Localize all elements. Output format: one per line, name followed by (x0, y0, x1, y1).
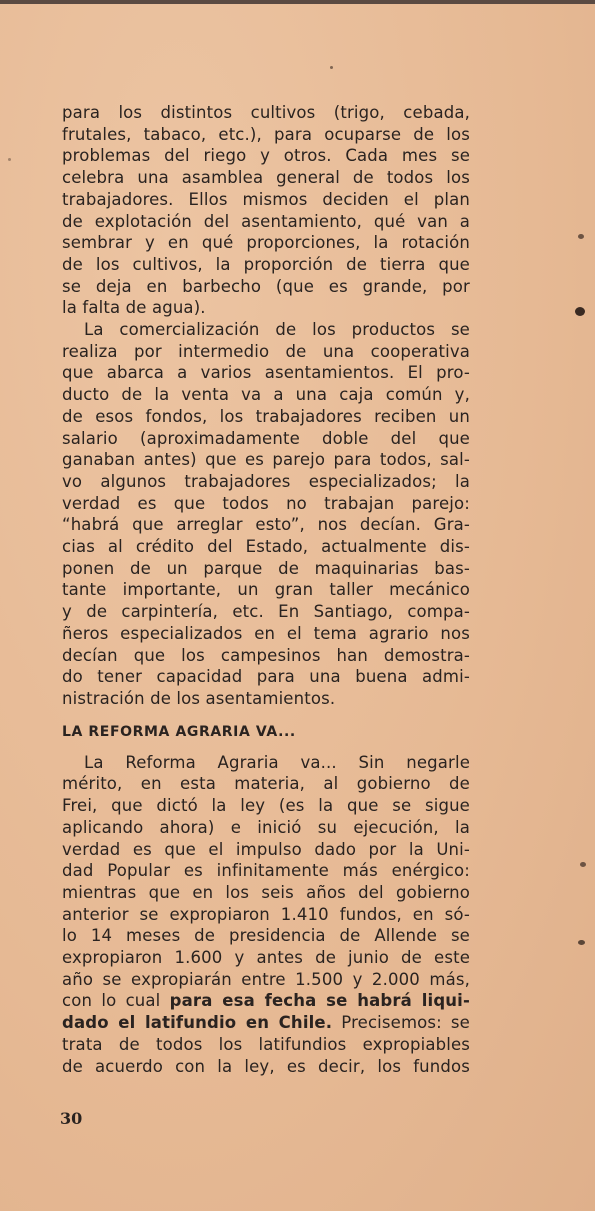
text-line: trata de todos los latifundios expropiables (62, 1034, 470, 1054)
text-line: celebra una asamblea general de todos los (62, 168, 470, 188)
text-line: anterior se expropiaron 1.410 fundos, en só- (62, 904, 470, 924)
text-line: Frei, que dictó la ley (es la que se sigue (62, 796, 470, 816)
page-body (62, 102, 470, 1077)
text-line: trabajadores. Ellos mismos deciden el plan (62, 189, 470, 209)
text-line: lo 14 meses de presidencia de Allende se (62, 926, 470, 946)
paragraph-1 (62, 102, 470, 319)
text-line: de los cultivos, la proporción de tierra que (62, 254, 470, 274)
text-line: frutales, tabaco, etc.), para ocuparse de los (62, 124, 470, 144)
text-line: ganaban antes) que es parejo para todos, sal- (62, 450, 470, 470)
text-line: “habrá que arreglar esto”, nos decían. Gra- (62, 515, 470, 535)
text-line: salario (aproximadamente doble del que (62, 428, 470, 448)
text-line: verdad es que todos no trabajan parejo: (62, 493, 470, 513)
text-line: de explotación del asentamiento, qué van a (62, 211, 470, 231)
text-line: mientras que en los seis años del gobierno (62, 882, 470, 902)
paper-speck (8, 158, 11, 161)
paper-speck (575, 307, 585, 316)
text-line-mixed (62, 1012, 470, 1034)
text-line: verdad es que el impulso dado por la Uni- (62, 839, 470, 859)
text-line: cias al crédito del Estado, actualmente dis- (62, 537, 470, 557)
text-line: ñeros especializados en el tema agrario nos (62, 623, 470, 643)
bold-emphasis: para esa fecha se habrá liqui- (169, 991, 470, 1011)
text-line: do tener capacidad para una buena admi- (62, 667, 470, 687)
text-line: decían que los campesinos han demostra- (62, 645, 470, 665)
paragraph-2 (62, 319, 470, 710)
paper-speck (578, 940, 585, 945)
paper-speck (330, 66, 333, 69)
text-line-mixed (62, 990, 470, 1012)
text-line: nistración de los asentamientos. (62, 688, 336, 708)
text-line: año se expropiarán entre 1.500 y 2.000 más, (62, 969, 470, 989)
text-line: la falta de agua). (62, 298, 206, 318)
plain-text: Precisemos: se (332, 1013, 470, 1033)
section-heading: LA REFORMA AGRARIA VA... (62, 723, 296, 740)
text-line: ponen de un parque de maquinarias bas- (62, 558, 470, 578)
text-line: para los distintos cultivos (trigo, cebada, (62, 103, 470, 122)
text-line: La comercialización de los productos se (84, 320, 470, 340)
text-line: tante importante, un gran taller mecánico (62, 580, 470, 600)
plain-text: con lo cual (62, 991, 170, 1011)
text-line: problemas del riego y otros. Cada mes se (62, 146, 470, 166)
text-line: sembrar y en qué proporciones, la rotación (62, 233, 470, 253)
page-number: 30 (60, 1109, 83, 1128)
bold-emphasis: dado el latifundio en Chile. (62, 1013, 333, 1033)
paper-speck (578, 234, 584, 239)
text-line: que abarca a varios asentamientos. El pro- (62, 363, 470, 383)
text-line: se deja en barbecho (que es grande, por (62, 276, 470, 296)
top-edge-rule (0, 0, 595, 4)
text-line: aplicando ahora) e inició su ejecución, la (62, 817, 470, 837)
text-line: realiza por intermedio de una cooperativa (62, 341, 470, 361)
paper-speck (580, 862, 586, 867)
text-line: ducto de la venta va a una caja común y, (62, 385, 470, 405)
paragraph-3 (62, 752, 470, 1078)
text-line: dad Popular es infinitamente más enérgico: (62, 861, 470, 881)
text-line: y de carpintería, etc. En Santiago, compa- (62, 602, 470, 622)
text-line: expropiaron 1.600 y antes de junio de este (62, 948, 470, 968)
text-line: mérito, en esta materia, al gobierno de (62, 774, 470, 794)
text-line: de esos fondos, los trabajadores reciben un (62, 406, 470, 426)
text-line: vo algunos trabajadores especializados; la (62, 471, 470, 491)
text-line: de acuerdo con la ley, es decir, los fundos (62, 1056, 470, 1076)
text-line: La Reforma Agraria va... Sin negarle (84, 752, 470, 772)
